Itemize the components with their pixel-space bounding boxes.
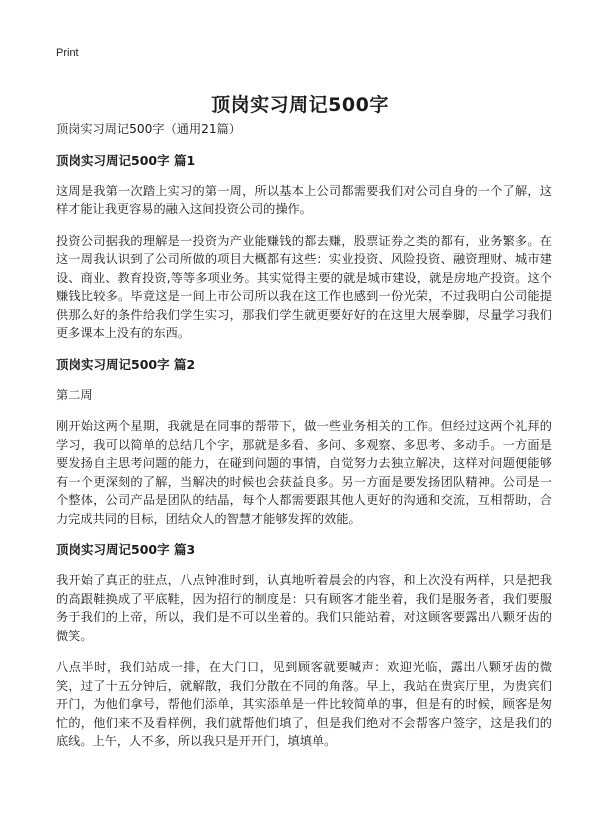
page-title: 顶岗实习周记500字 — [211, 93, 389, 116]
section-3-paragraph-1: 我开始了真正的驻点，八点钟准时到，认真地听着晨会的内容，和上次没有两样，只是把我的高跟鞋换成了平底鞋，因为招行的制度是：只有顾客才能坐着，我们是服务者，我们要服务于我们的上帝，所以，我们是不可以坐着的。我们只能站着，对这顾客要露出八颗牙齿的微笑。 — [56, 573, 552, 643]
section-2-paragraph-2: 刚开始这两个星期，我就是在同事的帮带下，做一些业务相关的工作。但经过这两个礼拜的学习，我可以简单的总结几个字，那就是多看、多问、多观察、多思考、多动手。一方面是要发扬自主思考问题的能力，在碰到问题的事情，自觉努力去独立解决，这样对问题便能够有一个更深刻的了解，当解决的时候也会获益良多。另一方面是要发扬团队精神。公司是一个整体，公司产品是团队的结晶，每个人都需要跟其他人更好的沟通和交流，互相帮助，合力完成共同的目标，团结众人的智慧才能够发挥的效能。 — [56, 419, 552, 526]
print-link[interactable]: Print — [56, 47, 79, 59]
document-body — [56, 120, 552, 764]
section-1-paragraph-2: 投资公司据我的理解是一投资为产业能赚钱的都去赚，股票证券之类的都有，业务繁多。在这一周我认识到了公司所做的项目大概都有这些：实业投资、风险投资、融资理财、城市建设、商业、教育投资,等等多项业务。其实觉得主要的就是城市建设，就是房地产投资。这个赚钱比较多。毕竟这是一间上市公司所以我在这工作也感到一份光荣，不过我明白公司能提供那么好的条件给我们学生实习，那我们学生就更要好好的在这里大展拳脚，尽量学习我们更多课本上没有的东西。 — [56, 233, 552, 340]
document-subtitle: 顶岗实习周记500字（通用21篇） — [56, 122, 242, 136]
section-heading-3: 顶岗实习周记500字 篇3 — [56, 542, 196, 557]
section-3-paragraph-2: 八点半时，我们站成一排，在大门口，见到顾客就要喊声：欢迎光临，露出八颗牙齿的微笑，过了十五分钟后，就解散，我们分散在不同的角落。早上，我站在贵宾厅里，为贵宾们开门，为他们拿号，帮他们添单，其实添单是一件比较简单的事，但是有的时候，顾客是匆忙的，他们来不及看样例，我们就帮他们填了，但是我们绝对不会帮客户签字，这是我们的底线。上午，人不多，所以我只是开开门，填填单。 — [56, 660, 552, 748]
section-heading-1: 顶岗实习周记500字 篇1 — [56, 152, 196, 168]
section-2-paragraph-1: 第二周 — [56, 387, 93, 402]
section-1-paragraph-1: 这周是我第一次踏上实习的第一周，所以基本上公司都需要我们对公司自身的一个了解，这样才能让我更容易的融入这间投资公司的操作。 — [56, 183, 552, 216]
section-heading-2: 顶岗实习周记500字 篇2 — [56, 356, 196, 372]
